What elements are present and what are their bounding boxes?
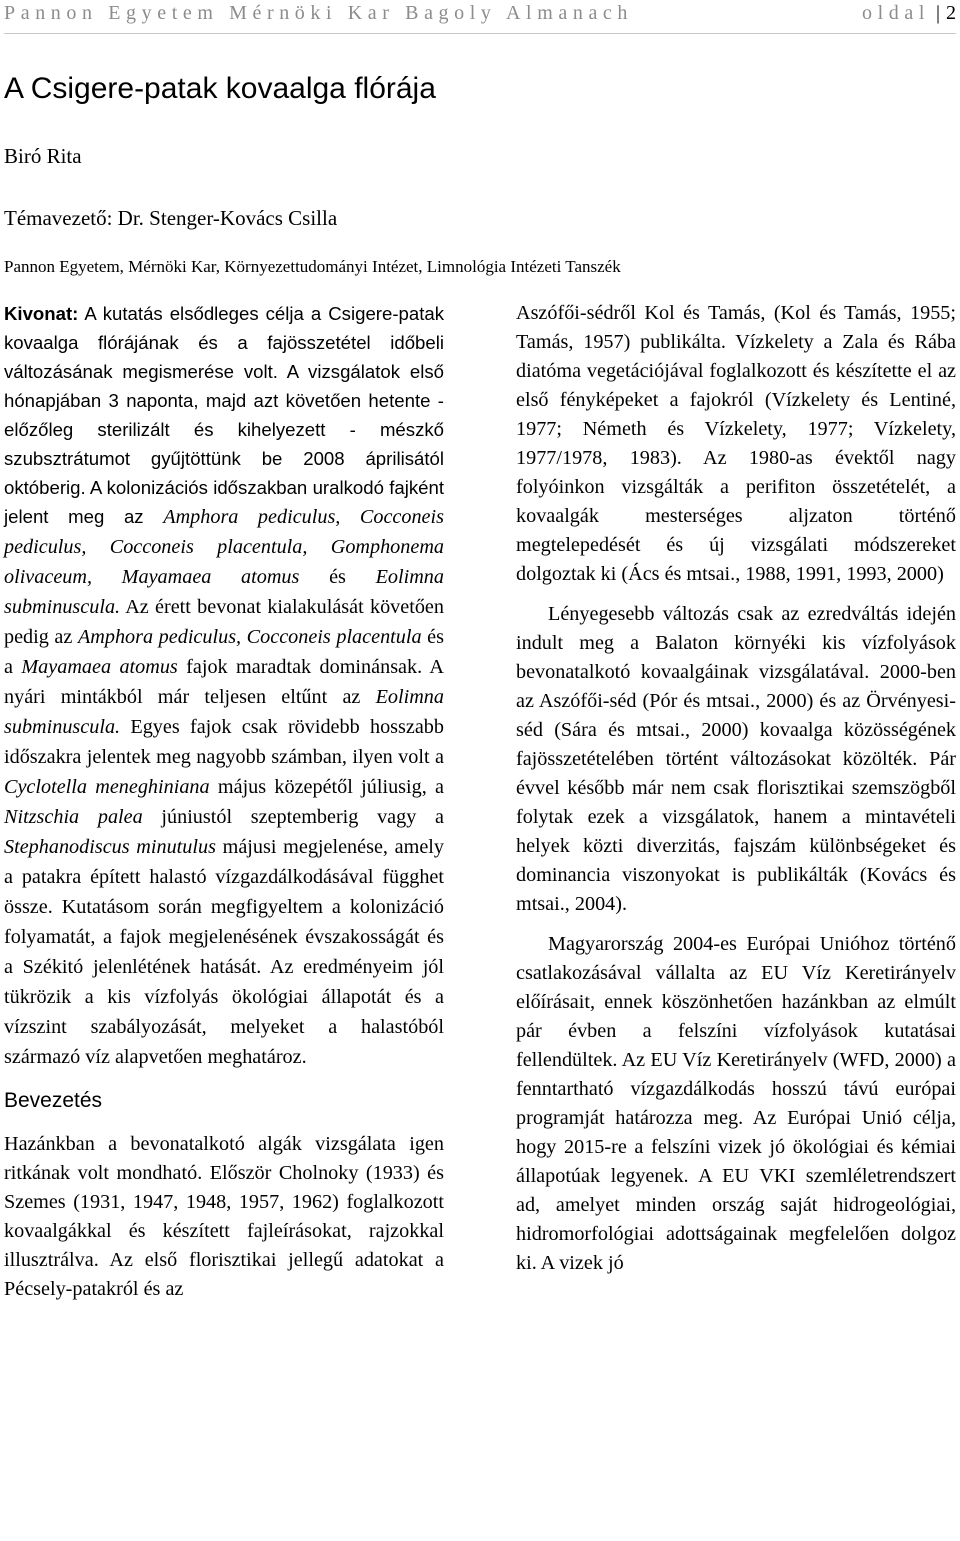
abstract-text: és bbox=[299, 566, 376, 588]
abstract-keyword: Kivonat: bbox=[4, 303, 79, 324]
species-name: Eolimna subminuscula. bbox=[4, 566, 444, 618]
species-name: Cyclotella meneghiniana bbox=[4, 776, 210, 798]
header-publication-label: Pannon Egyetem Mérnöki Kar Bagoly Almanach bbox=[4, 2, 633, 24]
section-heading-introduction: Bevezetés bbox=[4, 1089, 103, 1112]
abstract-text: A kutatás elsődleges célja a Csigere-patak kovaalga flórájának és a fajösszetétel időbeli változásának megismerése volt. A vizsgálatok első hónapjában 3 naponta, majd azt követően hetente - előzőleg sterilizált és kihelyezett - mészkő szubsztrátumot gyűjtöttünk be 2008 áprilisától októberig. A kolonizációs időszakban uralkodó fajként jelent meg az bbox=[4, 303, 444, 527]
header-page-indicator bbox=[862, 2, 956, 25]
abstract-text: Egyes fajok csak rövidebb hosszabb időszakra jelentek meg nagyobb számban, ilyen volt a bbox=[4, 716, 444, 768]
article-affiliation: Pannon Egyetem, Mérnöki Kar, Környezettudományi Intézet, Limnológia Intézeti Tanszék bbox=[4, 257, 621, 276]
abstract-text: fajok maradtak dominánsak. A nyári mintákból már teljesen eltűnt az bbox=[4, 656, 445, 708]
article-supervisor: Témavezető: Dr. Stenger-Kovács Csilla bbox=[4, 206, 338, 230]
species-name: Amphora pediculus, Cocconeis pediculus, Cocconeis placentula, Gomphonema olivaceum, Mayamaea atomus bbox=[4, 506, 444, 588]
abstract-paragraph bbox=[4, 299, 444, 1072]
species-name: Eolimna subminuscula. bbox=[4, 686, 444, 738]
abstract-text: júniustól szeptemberig vagy a bbox=[142, 806, 444, 828]
abstract-text: Az érett bevonat kialakulását követően pedig az bbox=[4, 596, 444, 648]
abstract-text: és a bbox=[4, 626, 444, 678]
header-page-number: 2 bbox=[946, 2, 956, 24]
left-column bbox=[4, 299, 444, 1304]
introduction-paragraph-1: Hazánkban a bevonatalkotó algák vizsgálata igen ritkának volt mondható. Először Cholnoky (1933) és Szemes (1931, 1947, 1948, 1957, 1962) foglalkozott kovaalgákkal és készített fajleírásokat, rajzokkal illusztrálva. Az első florisztikai jellegű adatokat a Pécsely-patakról és az bbox=[4, 1133, 444, 1300]
species-name: Mayamaea atomus bbox=[21, 656, 178, 678]
species-name: Stephanodiscus minutulus bbox=[4, 836, 216, 858]
article-author: Biró Rita bbox=[4, 144, 82, 168]
header-separator: | bbox=[935, 2, 940, 24]
abstract-text: májusi megjelenése, amely a patakra épített halastó vízgazdálkodásával függhet össze. Kutatásom során megfigyeltem a kolonizáció folyamatát, a fajok megjelenésének évszakosságát és a Székitó jelenlétének hatását. Az eredményeim jól tükrözik a kis vízfolyás ökológiai állapotát és a vízszint szabályozását, melyeket a halastóból származó víz alapvetően meghatároz. bbox=[4, 836, 444, 1068]
article-title: A Csigere-patak kovaalga flórája bbox=[4, 72, 436, 105]
header-page-word: oldal bbox=[861, 2, 930, 24]
right-column bbox=[516, 299, 956, 1278]
introduction-paragraph-3: Magyarország 2004-es Európai Unióhoz történő csatlakozásával vállalta az EU Víz Keretirányelv előírásait, ennek köszönhetően hazánkban az elmúlt pár évben a felszíni vízfolyások kutatásai fellendültek. Az EU Víz Keretirányelv (WFD, 2000) a fenntartható vízgazdálkodás hosszú távú európai programját határozza meg. Az Európai Unió célja, hogy 2015-re a felszíni vizek jó ökológiai és kémiai állapotúak legyenek. A EU VKI szemléletrendszert ad, amelyet minden ország saját hidrogeológiai, hidromorfológiai adottságainak megfelelően dolgoz ki. A vizek jó bbox=[516, 933, 956, 1274]
header-rule bbox=[4, 33, 956, 34]
abstract-text: május közepétől júliusig, a bbox=[209, 776, 444, 798]
species-name: Nitzschia palea bbox=[4, 806, 143, 828]
introduction-paragraph-1-continued: Aszófői-sédről Kol és Tamás, (Kol és Tamás, 1955; Tamás, 1957) publikálta. Vízkelety a Zala és Rába diatóma vegetációjával foglalkozott és készítette el az első fényképeket a fajokról (Vízkelety és Lentiné, 1977; Németh és Vízkelety, 1977; Vízkelety, 1977/1978, 1983). Az 1980-as évektől nagy folyóinkon vizsgálták a perifiton összetételét, a kovaalgák mesterséges aljzaton történő megtelepedését és új vizsgálati módszereket dolgoztak ki (Ács és mtsai., 1988, 1991, 1993, 2000) bbox=[516, 302, 956, 585]
running-header bbox=[4, 2, 956, 32]
species-name: Amphora pediculus, Cocconeis placentula bbox=[77, 626, 422, 648]
introduction-paragraph-2: Lényegesebb változás csak az ezredváltás idején indult meg a Balaton környéki kis vízfolyások bevonatalkotó kovaalgáinak vizsgálatával. 2000-ben az Aszófői-séd (Pór és mtsai., 2000) és az Örvényesi-séd (Sára és mtsai., 2000) kovaalga közösségének fajösszetételében történt változásokat közölték. Pár évvel később már nem csak florisztikai szemszögből folytak ezek a vizsgálatok, hanem a mintavételi helyek közti diverzitás, fajszám különbségeket és dominancia viszonyokat is publikálták (Kovács és mtsai., 2004). bbox=[516, 603, 956, 915]
